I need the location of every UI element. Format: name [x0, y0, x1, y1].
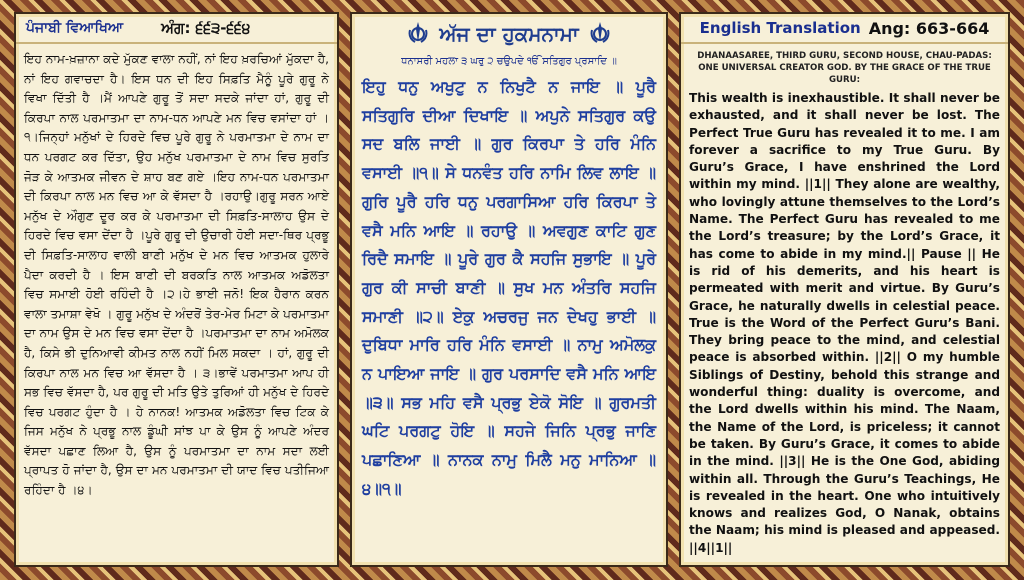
english-heading: [681, 50, 1008, 86]
punjabi-explanation-text: ਇਹ ਨਾਮ-ਖ਼ਜ਼ਾਨਾ ਕਦੇ ਮੁੱਕਣ ਵਾਲਾ ਨਹੀਂ, ਨਾਂ ਇਹ ਖ਼ਰਚਿਆਂ ਮੁੱਕਦਾ ਹੈ, ਨਾਂ ਇਹ ਗਵਾਚਦਾ ਹੈ। ਇਸ ਧਨ ਦੀ ਇਹ ਸਿਫ਼ਤਿ ਮੈਨੂੰ ਪੂਰੇ ਗੁਰੂ ਨੇ ਵਿਖਾ ਦਿੱਤੀ ਹੈ ।ਮੈਂ ਆਪਣੇ ਗੁਰੂ ਤੋਂ ਸਦਾ ਸਦਕੇ ਜਾਂਦਾ ਹਾਂ, ਗੁਰੂ ਦੀ ਕਿਰਪਾ ਨਾਲ ਪਰਮਾਤਮਾ ਦਾ ਨਾਮ-ਧਨ ਆਪਣੇ ਮਨ ਵਿਚ ਵਸਾਂਦਾ ਹਾਂ ।੧।ਜਿਨ੍ਹਾਂ ਮਨੁੱਖਾਂ ਦੇ ਹਿਰਦੇ ਵਿਚ ਪੂਰੇ ਗੁਰੂ ਨੇ ਪਰਮਾਤਮਾ ਦੇ ਨਾਮ ਦਾ ਧਨ ਪਰਗਟ ਕਰ ਦਿੱਤਾ, ਉਹ ਮਨੁੱਖ ਪਰਮਾਤਮਾ ਦੇ ਨਾਮ ਵਿਚ ਸੁਰਤਿ ਜੋੜ ਕੇ ਆਤਮਕ ਜੀਵਨ ਦੇ ਸ਼ਾਹ ਬਣ ਗਏ ।ਇਹ ਨਾਮ-ਧਨ ਪਰਮਾਤਮਾ ਦੀ ਕਿਰਪਾ ਨਾਲ ਮਨ ਵਿਚ ਆ ਕੇ ਵੱਸਦਾ ਹੈ ।ਰਹਾਉ।ਗੁਰੂ ਸਰਨ ਆਏ ਮਨੁੱਖ ਦੇ ਔਗੁਣ ਦੂਰ ਕਰ ਕੇ ਪਰਮਾਤਮਾ ਦੀ ਸਿਫ਼ਤਿ-ਸਾਲਾਹ ਉਸ ਦੇ ਹਿਰਦੇ ਵਿਚ ਵਸਾ ਦੇਂਦਾ ਹੈ ।ਪੂਰੇ ਗੁਰੂ ਦੀ ਉਚਾਰੀ ਹੋਈ ਸਦਾ-ਥਿਰ ਪ੍ਰਭੂ ਦੀ ਸਿਫ਼ਤਿ-ਸਾਲਾਹ ਵਾਲੀ ਬਾਣੀ ਮਨੁੱਖ ਦੇ ਮਨ ਵਿਚ ਆਤਮਕ ਹੁਲਾਰੇ ਪੈਦਾ ਕਰਦੀ ਹੈ । ਇਸ ਬਾਣੀ ਦੀ ਬਰਕਤਿ ਨਾਲ ਆਤਮਕ ਅਡੋਲਤਾ ਵਿਚ ਸਮਾਈ ਹੋਈ ਰਹਿੰਦੀ ਹੈ ।੨।ਹੇ ਭਾਈ ਜਨੋ! ਇਕ ਹੈਰਾਨ ਕਰਨ ਵਾਲਾ ਤਮਾਸ਼ਾ ਵੇਖੋ । ਗੁਰੂ ਮਨੁੱਖ ਦੇ ਅੰਦਰੋਂ ਤੇਰ-ਮੇਰ ਮਿਟਾ ਕੇ ਪਰਮਾਤਮਾ ਦਾ ਨਾਮ ਉਸ ਦੇ ਮਨ ਵਿਚ ਵਸਾ ਦੇਂਦਾ ਹੈ ।ਪਰਮਾਤਮਾ ਦਾ ਨਾਮ ਅਮੋਲਕ ਹੈ, ਕਿਸੇ ਭੀ ਦੁਨਿਆਵੀ ਕੀਮਤ ਨਾਲ ਨਹੀਂ ਮਿਲ ਸਕਦਾ । ਹਾਂ, ਗੁਰੂ ਦੀ ਕਿਰਪਾ ਨਾਲ ਮਨ ਵਿਚ ਆ ਵੱਸਦਾ ਹੈ । ੩।ਭਾਵੇਂ ਪਰਮਾਤਮਾ ਆਪ ਹੀ ਸਭ ਵਿਚ ਵੱਸਦਾ ਹੈ, ਪਰ ਗੁਰੂ ਦੀ ਮਤਿ ਉਤੇ ਤੁਰਿਆਂ ਹੀ ਮਨੁੱਖ ਦੇ ਹਿਰਦੇ ਵਿਚ ਪਰਗਟ ਹੁੰਦਾ ਹੈ । ਹੇ ਨਾਨਕ! ਆਤਮਕ ਅਡੋਲਤਾ ਵਿਚ ਟਿਕ ਕੇ ਜਿਸ ਮਨੁੱਖ ਨੇ ਪ੍ਰਭੂ ਨਾਲ ਡੂੰਘੀ ਸਾਂਝ ਪਾ ਕੇ ਉਸ ਨੂੰ ਆਪਣੇ ਅੰਦਰ ਵੱਸਦਾ ਪਛਾਣ ਲਿਆ ਹੈ, ਉਸ ਨੂੰ ਪਰਮਾਤਮਾ ਦਾ ਨਾਮ ਸਦਾ ਲਈ ਪ੍ਰਾਪਤ ਹੋ ਜਾਂਦਾ ਹੈ, ਉਸ ਦਾ ਮਨ ਪਰਮਾਤਮਾ ਦੀ ਯਾਦ ਵਿਚ ਪਤੀਜਿਆ ਰਹਿੰਦਾ ਹੈ ।੪।: [24, 52, 329, 498]
hukamnama-title: ਅੱਜ ਦਾ ਹੁਕਮਨਾਮਾ: [439, 22, 579, 46]
english-ang-label: Ang: 663-664: [868, 18, 990, 38]
english-translation-panel: [679, 12, 1010, 567]
raag-heading: ਧਨਾਸਰੀ ਮਹਲਾ ੩ ਘਰੁ ੨ ਚਉਪਦੇ ੴ ਸਤਿਗੁਰ ਪ੍ਰਸਾਦਿ ॥: [401, 56, 617, 67]
khanda-icon: [407, 20, 429, 48]
gurbani-verse: ਇਹੁ ਧਨੁ ਅਖੁਟੁ ਨ ਨਿਖੁਟੈ ਨ ਜਾਇ ॥ ਪੂਰੈ ਸਤਿਗੁਰਿ ਦੀਆ ਦਿਖਾਇ ॥ ਅਪੁਨੇ ਸਤਿਗੁਰ ਕਉ ਸਦ ਬਲਿ ਜਾਈ ॥ ਗੁਰ ਕਿਰਪਾ ਤੇ ਹਰਿ ਮੰਨਿ ਵਸਾਈ ॥੧॥ ਸੇ ਧਨਵੰਤ ਹਰਿ ਨਾਮਿ ਲਿਵ ਲਾਇ ॥ ਗੁਰਿ ਪੂਰੈ ਹਰਿ ਧਨੁ ਪਰਗਾਸਿਆ ਹਰਿ ਕਿਰਪਾ ਤੇ ਵਸੈ ਮਨਿ ਆਇ ॥ ਰਹਾਉ ॥ ਅਵਗੁਣ ਕਾਟਿ ਗੁਣ ਰਿਦੈ ਸਮਾਇ ॥ ਪੂਰੇ ਗੁਰ ਕੈ ਸਹਜਿ ਸੁਭਾਇ ॥ ਪੂਰੇ ਗੁਰ ਕੀ ਸਾਚੀ ਬਾਣੀ ॥ ਸੁਖ ਮਨ ਅੰਤਰਿ ਸਹਜਿ ਸਮਾਣੀ ॥੨॥ ਏਕੁ ਅਚਰਜੁ ਜਨ ਦੇਖਹੁ ਭਾਈ ॥ ਦੁਬਿਧਾ ਮਾਰਿ ਹਰਿ ਮੰਨਿ ਵਸਾਈ ॥ ਨਾਮੁ ਅਮੋਲਕੁ ਨ ਪਾਇਆ ਜਾਇ ॥ ਗੁਰ ਪਰਸਾਦਿ ਵਸੈ ਮਨਿ ਆਇ ॥੩॥ ਸਭ ਮਹਿ ਵਸੈ ਪ੍ਰਭੁ ਏਕੋ ਸੋਇ ॥ ਗੁਰਮਤੀ ਘਟਿ ਪਰਗਟੁ ਹੋਇ ॥ ਸਹਜੇ ਜਿਨਿ ਪ੍ਰਭੁ ਜਾਣਿ ਪਛਾਣਿਆ ॥ ਨਾਨਕ ਨਾਮੁ ਮਿਲੈ ਮਨੁ ਮਾਨਿਆ ॥੪॥੧॥: [362, 77, 656, 498]
punjabi-panel-header: [16, 14, 337, 44]
english-heading-line2: ONE UNIVERSAL CREATOR GOD. BY THE GRACE OF THE TRUE GURU:: [698, 63, 991, 85]
punjabi-panel-title: ਪੰਜਾਬੀ ਵਿਆਖਿਆ: [26, 20, 124, 36]
khanda-icon: [589, 20, 611, 48]
english-translation-text: This wealth is inexhaustible. It shall never be exhausted, and it shall never be lost. The Perfect True Guru has revealed it to me. I am forever a sacrifice to my True Guru. By Guru’s Grace, I have enshrined the Lord within my mind. ||1|| They alone are wealthy, who lovingly attune themselves to the Lord’s Name. The Perfect Guru has revealed to me the Lord’s treasure; by the Lord’s Grace, it has come to abide in my mind.|| Pause || He is rid of his demerits, and his heart is permeated with merit and virtue. By Guru’s Grace, he naturally dwells in celestial peace. True is the Word of the Perfect Guru’s Bani. They bring peace to the mind, and celestial peace is absorbed within. ||2|| O my humble Siblings of Destiny, behold this strange and wonderful thing: duality is overcome, and the Lord dwells within his mind. The Naam, the Name of the Lord, is priceless; it cannot be taken. By Guru’s Grace, it comes to abide in the mind. ||3|| He is the One God, abiding within all. Through the Guru’s Teachings, He is revealed in the heart. One who intuitively knows and realizes God, O Nanak, obtains the Naam; his mind is pleased and appeased. ||4||1||: [689, 91, 1000, 555]
punjabi-explanation-panel: [14, 12, 339, 567]
punjabi-ang-label: ਅੰਗ: ੬੬੩-੬੬੪: [161, 19, 251, 37]
english-panel-title: English Translation: [699, 19, 861, 37]
english-panel-header: [681, 14, 1008, 44]
english-heading-line1: DHANAASAREE, THIRD GURU, SECOND HOUSE, CHAU-PADAS:: [697, 51, 992, 61]
hukamnama-header: [352, 14, 666, 54]
hukamnama-panel: [350, 12, 668, 567]
